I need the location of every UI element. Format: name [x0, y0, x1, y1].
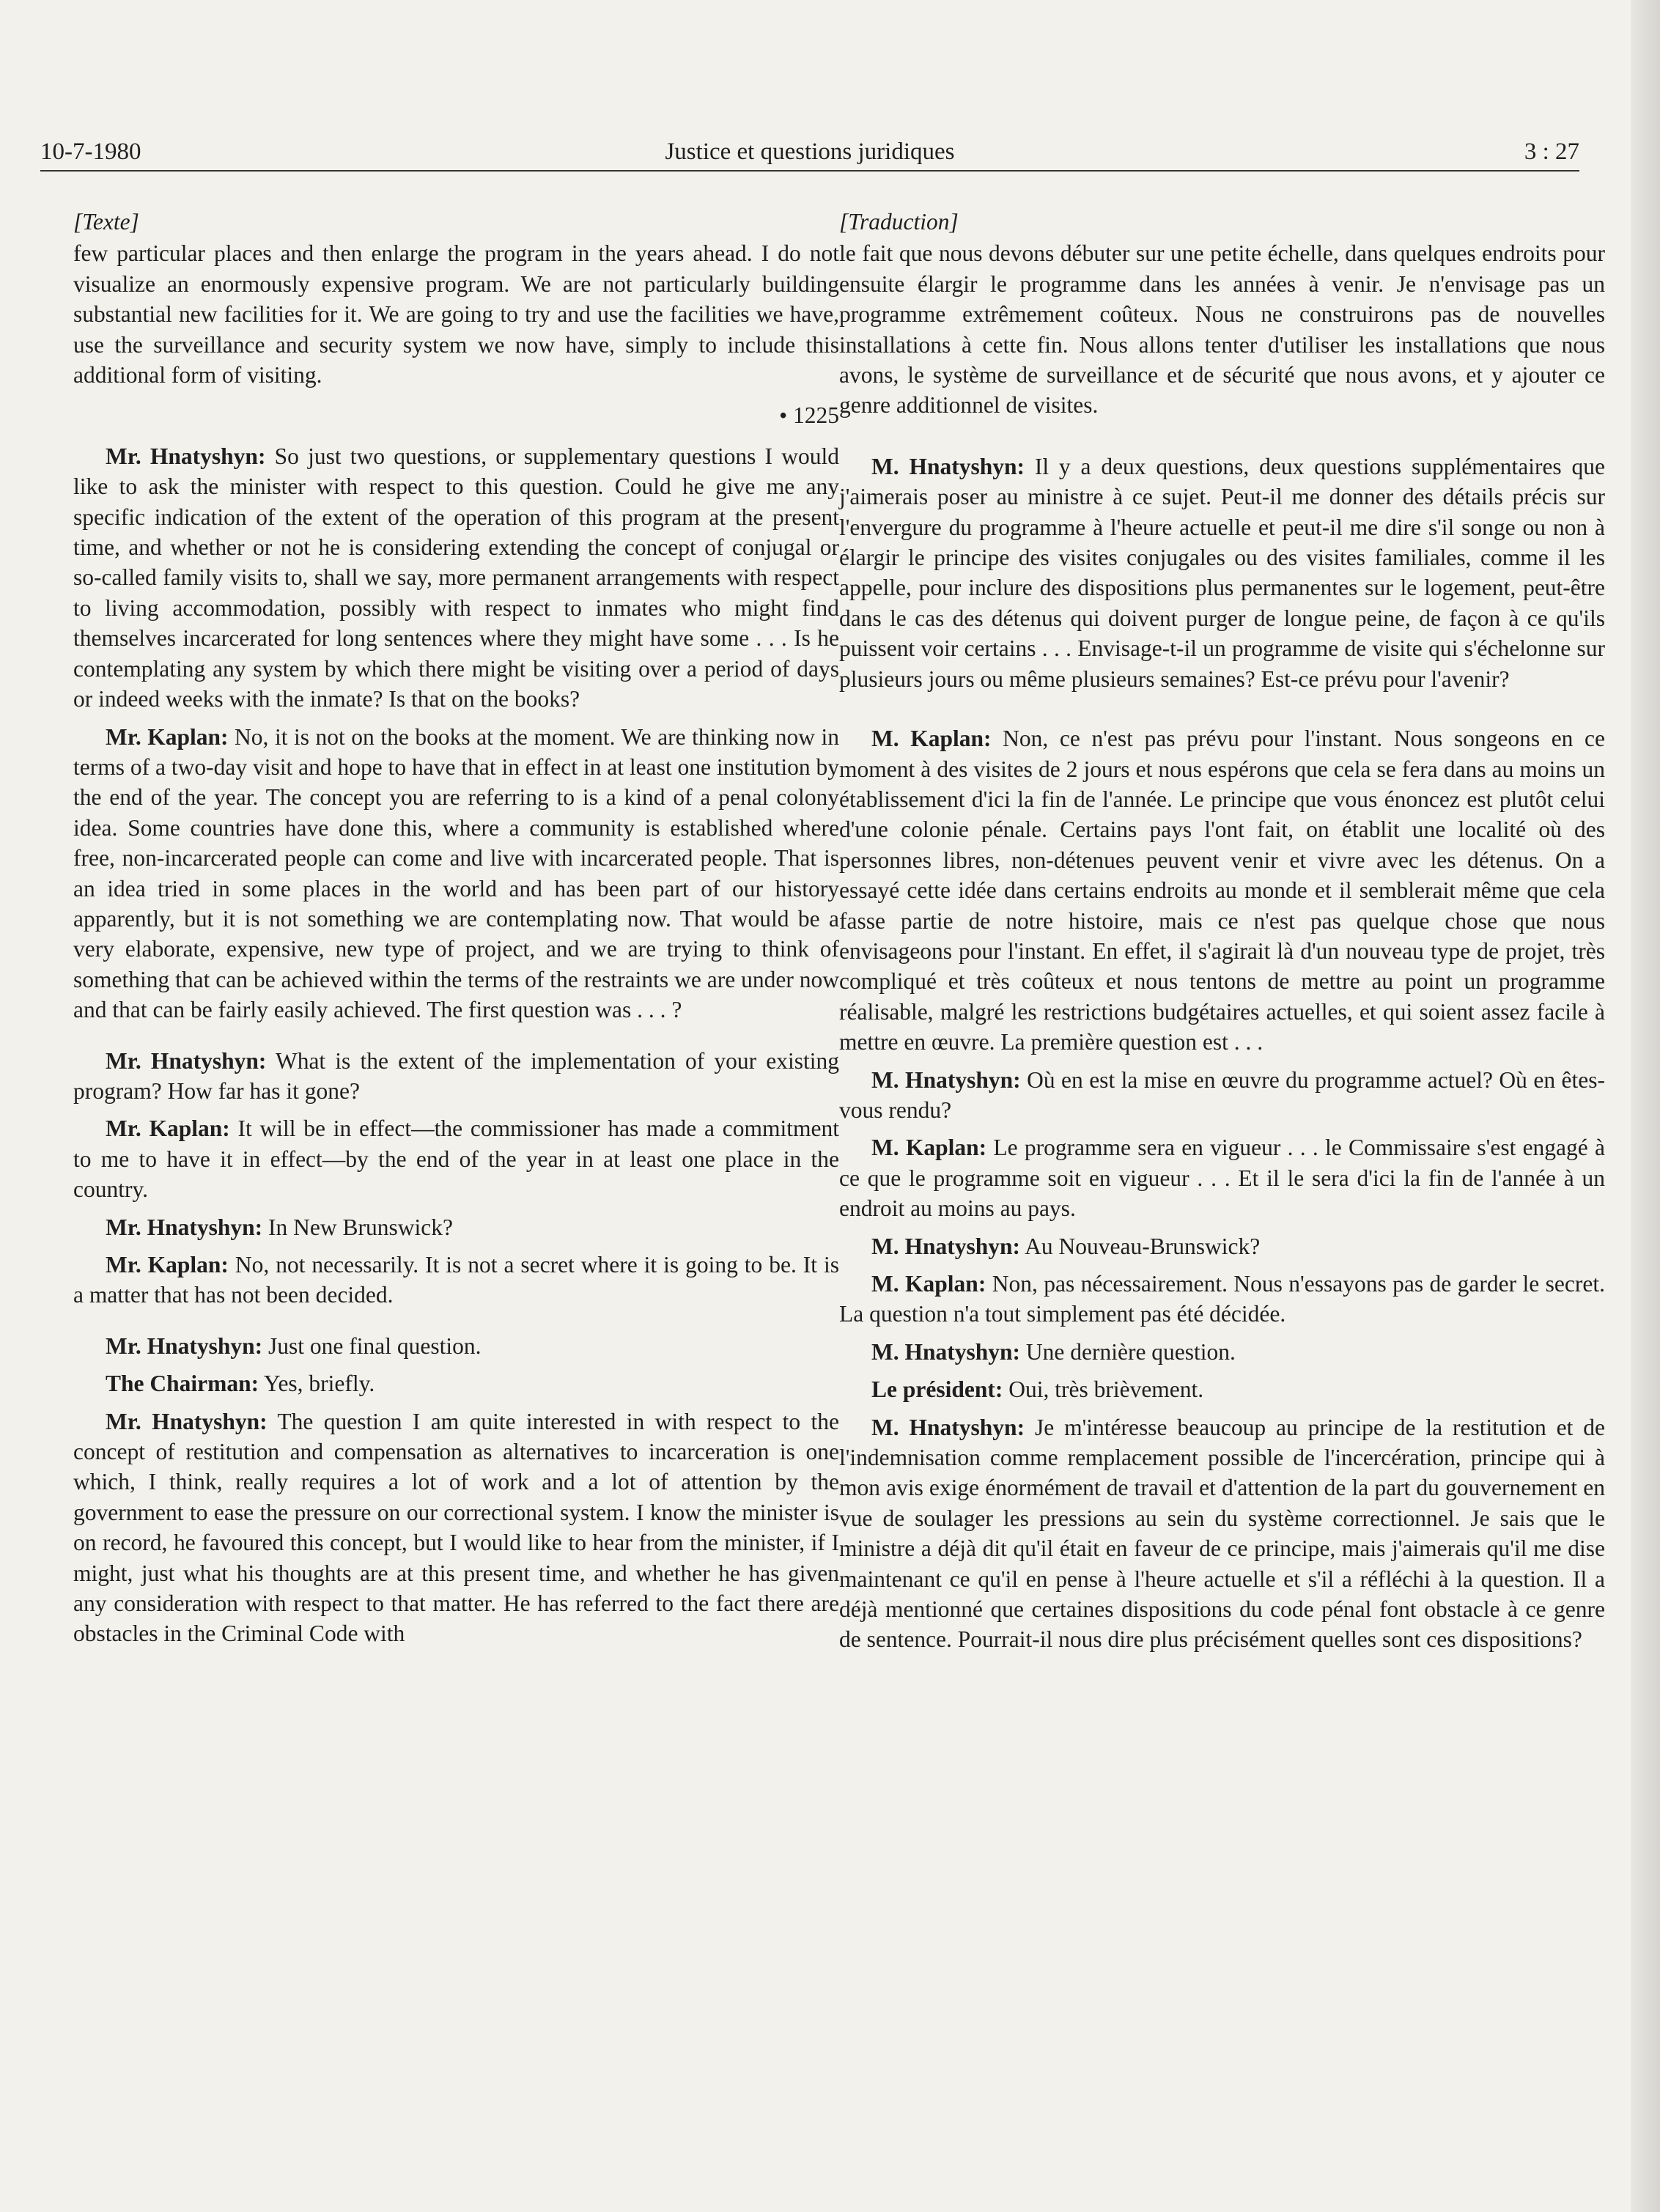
speaker: M. Hnatyshyn:	[871, 1414, 1025, 1440]
speech: Oui, très brièvement.	[1003, 1376, 1204, 1403]
english-paragraph	[73, 1331, 839, 1361]
french-paragraph	[839, 1374, 1605, 1404]
page-edge	[1631, 0, 1660, 2212]
english-paragraph	[73, 1368, 839, 1398]
english-paragraph	[73, 1250, 839, 1310]
speaker: Mr. Hnatyshyn:	[106, 443, 266, 469]
speaker: Mr. Hnatyshyn:	[106, 1332, 263, 1359]
speech: In New Brunswick?	[262, 1214, 453, 1240]
page-header	[40, 132, 1579, 172]
speech: Non, ce n'est pas prévu pour l'instant. Nous songeons en ce moment à des visites de 2 jours et nous espérons que cela se fera dans au moins un établissement d'ici la fin de l'année. Le principe que vous énoncez est plutôt celui d'une colonie pénale. Certains pays l'ont fait, on établit une localité où des personnes libres, non-détenues peuvent venir et vivre avec les détenus. On a essayé cette idée dans certains endroits au monde et il semblerait même que cela fasse partie de notre histoire, mais ce n'est pas quelque chose que nous envisageons pour l'instant. En effet, il s'agirait là d'un nouveau type de projet, très compliqué et très coûteux et nous tentons de mettre au point un programme réalisable, malgré les restrictions budgétaires actuelles, et qui soient assez facile à mettre en œuvre. La première question est . . .	[839, 726, 1606, 1055]
speaker: M. Kaplan:	[871, 1135, 987, 1161]
header-date: 10-7-1980	[40, 139, 141, 165]
english-intro: few particular places and then enlarge the program in the years ahead. I do not visualize an enormously expensive program. We are not particularly building substantial new facilities for it. We are going to try and use the facilities we have, use the surveillance and security system we now have, simply to include this additional form of visiting.	[73, 240, 839, 388]
french-paragraph	[839, 723, 1605, 1057]
speaker: M. Hnatyshyn:	[871, 453, 1025, 479]
french-paragraph	[839, 1231, 1605, 1261]
french-column	[839, 207, 1605, 1655]
speech: Il y a deux questions, deux questions supplémentaires que j'aimerais poser au ministre à ce sujet. Peut-il me donner des détails précis sur l'envergure du programme à l'heure actuelle et peut-il me dire s'il songe ou non à élargir le principe des visites conjugales ou des visites familiales, comme il les appelle, pour inclure des dispositions plus permanentes sur le logement, peut-être dans le cas des détenus qui doivent purger de longue peine, de façon à ce qu'ils puissent voir certains . . . Envisage-t-il un programme de visite qui s'échelonne sur plusieurs jours ou même plusieurs semaines? Est-ce prévu pour l'avenir?	[839, 453, 1606, 692]
speaker: Mr. Hnatyshyn:	[106, 1047, 267, 1074]
speaker: The Chairman:	[106, 1371, 259, 1397]
french-intro: le fait que nous devons débuter sur une petite échelle, dans quelques endroits pour ensuite élargir le programme dans les années à venir. Je n'envisage pas un programme extrêmement coûteux. Nous ne construirons pas de nouvelles installations à cette fin. Nous allons tenter d'utiliser les installations que nous avons, le système de surveillance et de sécurité que nous avons, et y ajouter ce genre additionnel de visites.	[839, 240, 1605, 419]
french-paragraph	[839, 1412, 1605, 1655]
french-paragraph	[839, 1269, 1605, 1330]
english-paragraph	[73, 1407, 839, 1649]
english-label: [Texte]	[73, 209, 139, 235]
header-title: Justice et questions juridiques	[665, 139, 955, 165]
english-paragraph	[73, 441, 839, 715]
speech: Où en est la mise en œuvre du programme actuel? Où en êtes-vous rendu?	[839, 1066, 1605, 1123]
french-paragraph	[839, 451, 1605, 694]
speech: No, it is not on the books at the moment. We are thinking now in terms of a two-day visit and hope to have that in effect in at least one institution by the end of the year. The concept you are referring to is a kind of a penal colony idea. Some countries have done this, where a community is established where free, non-incarcerated people can come and live with incarcerated people. That is an idea tried in some places in the world and has been part of our history apparently, but it is not something we are contemplating now. That would be a very elaborate, expensive, new type of project, and we are trying to think of something that can be achieved within the terms of the restraints we are under now and that can be fairly easily achieved. The first question was . . . ?	[73, 723, 839, 1023]
french-paragraph	[839, 1132, 1605, 1223]
speech: Je m'intéresse beaucoup au principe de la restitution et de l'indemnisation comme remplacement possible de l'incercération, principe qui à mon avis exige énormément de travail et d'attention de la part du gouvernement en vue de soulager les pressions au sein du système correctionnel. Je sais que le ministre a déjà dit qu'il était en faveur de ce principe, mais j'aimerais qu'il me dise maintenant ce qu'il en pense à l'heure actuelle et s'il a réfléchi à la question. Il a déjà mentionné que certaines dispositions du code pénal font obstacle à ce genre de sentence. Pourrait-il nous dire plus précisément quelles sont ces dispositions?	[839, 1414, 1605, 1653]
english-column	[73, 207, 839, 1649]
speaker: M. Kaplan:	[871, 726, 992, 752]
time-marker: • 1225	[779, 402, 839, 429]
french-paragraph	[839, 1065, 1605, 1126]
english-paragraph	[73, 722, 839, 1025]
english-paragraph	[73, 1046, 839, 1107]
speech: So just two questions, or supplementary questions I would like to ask the minister with respect to this question. Could he give me any specific indication of the extent of the operation of this program at the present time, and whether or not he is considering extending the concept of conjugal or so-called family visits to, shall we say, more permanent arrangements with respect to living accommodation, possibly with respect to inmates who might find themselves incarcerated for long sentences where they might have some . . . Is he contemplating any system by which there might be visiting over a period of days or indeed weeks with the inmate? Is that on the books?	[73, 443, 839, 712]
english-paragraph	[73, 1113, 839, 1204]
speaker: Le président:	[871, 1376, 1003, 1403]
speaker: Mr. Hnatyshyn:	[106, 1408, 268, 1434]
speaker: M. Hnatyshyn:	[871, 1066, 1021, 1093]
speech: Just one final question.	[262, 1332, 482, 1359]
speech: Yes, briefly.	[259, 1371, 375, 1397]
header-page-number: 3 : 27	[1524, 139, 1579, 165]
speaker: Mr. Kaplan:	[106, 1116, 230, 1142]
speech: Le programme sera en vigueur . . . le Commissaire s'est engagé à ce que le programme soit en vigueur . . . Et il le sera d'ici la fin de l'année à un endroit au moins au pays.	[839, 1135, 1605, 1222]
speaker: M. Hnatyshyn:	[871, 1338, 1021, 1365]
speaker: M. Hnatyshyn:	[871, 1233, 1021, 1259]
speech: No, not necessarily. It is not a secret where it is going to be. It is a matter that has not been decided.	[73, 1252, 839, 1308]
english-paragraph	[73, 1212, 839, 1242]
speaker: Mr. Kaplan:	[106, 723, 229, 750]
french-paragraph	[839, 1337, 1605, 1367]
speech: Au Nouveau-Brunswick?	[1020, 1233, 1261, 1259]
speech: The question I am quite interested in with respect to the concept of restitution and compensation as alternatives to incarceration is one which, I think, really requires a lot of work and a lot of attention by the government to ease the pressure on our correctional system. I know the minister is on record, he favoured this concept, but I would like to hear from the minister, if I might, just what his thoughts are at this present time, and whether he has given any consideration with respect to that matter. He has referred to the fact there are obstacles in the Criminal Code with	[73, 1408, 839, 1647]
speech: It will be in effect—the commissioner has made a commitment to me to have it in effect—by the end of the year in at least one place in the country.	[73, 1116, 839, 1203]
speaker: Mr. Hnatyshyn:	[106, 1214, 263, 1240]
french-label: [Traduction]	[839, 209, 959, 235]
speech: Non, pas nécessairement. Nous n'essayons pas de garder le secret. La question n'a tout simplement pas été décidée.	[839, 1271, 1605, 1327]
speech: Une dernière question.	[1020, 1338, 1236, 1365]
speech: What is the extent of the implementation of your existing program? How far has it gone?	[73, 1047, 839, 1104]
speaker: M. Kaplan:	[871, 1271, 986, 1297]
speaker: Mr. Kaplan:	[106, 1252, 229, 1278]
